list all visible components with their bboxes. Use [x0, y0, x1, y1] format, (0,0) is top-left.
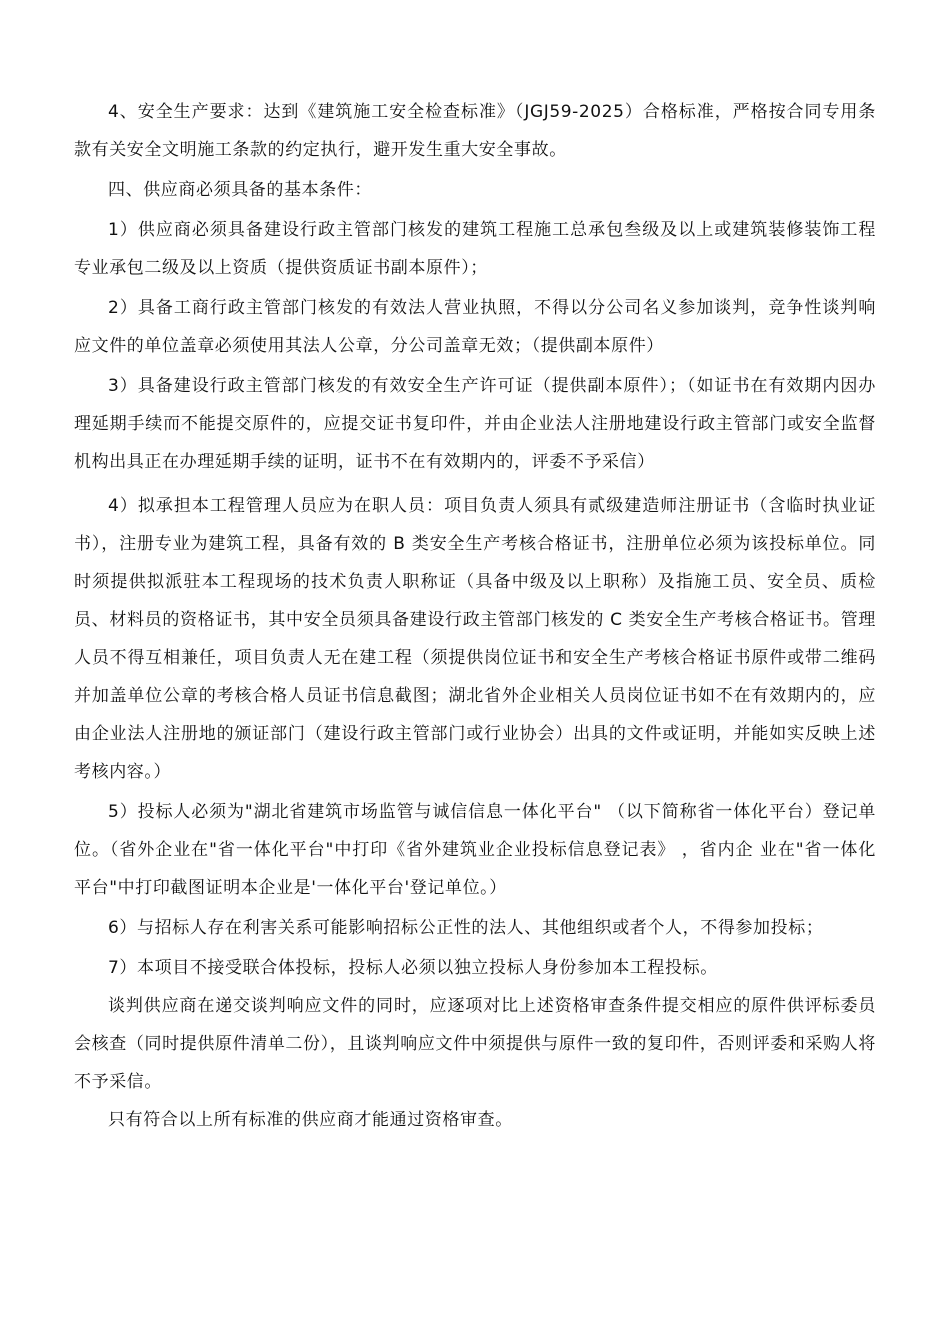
condition-item-3: 3）具备建设行政主管部门核发的有效安全生产许可证（提供副本原件）；（如证书在有效期内因办理延期手续而不能提交原件的，应提交证书复印件，并由企业法人注册地建设行政主管部门或安全监督机构出具正在办理延期手续的证明，证书不在有效期内的，评委不予采信）: [74, 376, 876, 472]
condition-item-4: 4）拟承担本工程管理人员应为在职人员：项目负责人须具有贰级建造师注册证书（含临时执业证书），注册专业为建筑工程，具备有效的 B 类安全生产考核合格证书，注册单位必须为该投标单位。同时须提供拟派驻本工程现场的技术负责人职称证（具备中级及以上职称）及指施工员、安全员、质检员、材料员的资格证书，其中安全员须具备建设行政主管部门核发的 C 类安全生产考核合格证书。管理人员不得互相兼任，项目负责人无在建工程（须提供岗位证书和安全生产考核合格证书原件或带二维码并加盖单位公章的考核合格人员证书信息截图；湖北省外企业相关人员岗位证书如不在有效期内的，应由企业法人注册地的颁证部门（建设行政主管部门或行业协会）出具的文件或证明，并能如实反映上述考核内容。）: [74, 496, 876, 782]
paragraph-safety-requirement: 4、安全生产要求：达到《建筑施工安全检查标准》（JGJ59-2025）合格标准，严格按合同专用条款有关安全文明施工条款的约定执行，避开发生重大安全事故。: [74, 102, 876, 160]
paragraph-qualification-summary: 只有符合以上所有标准的供应商才能通过资格审查。: [108, 1110, 513, 1130]
condition-item-7: 7）本项目不接受联合体投标，投标人必须以独立投标人身份参加本工程投标。: [108, 958, 718, 978]
condition-item-6: 6）与招标人存在利害关系可能影响招标公正性的法人、其他组织或者个人，不得参加投标；: [108, 918, 824, 938]
condition-item-5: 5）投标人必须为"湖北省建筑市场监管与诚信信息一体化平台" （以下简称省一体化平台）登记单位。（省外企业在"省一体化平台"中打印《省外建筑业企业投标信息登记表》 ，省内企 业在"省一体化平台"中打印截图证明本企业是'一体化平台'登记单位。）: [74, 802, 876, 898]
condition-item-1: 1）供应商必须具备建设行政主管部门核发的建筑工程施工总承包叁级及以上或建筑装修装饰工程专业承包二级及以上资质（提供资质证书副本原件）；: [74, 220, 876, 278]
section-heading-basic-conditions: 四、供应商必须具备的基本条件：: [108, 180, 372, 200]
paragraph-document-submission: 谈判供应商在递交谈判响应文件的同时，应逐项对比上述资格审查条件提交相应的原件供评标委员会核查（同时提供原件清单二份），且谈判响应文件中须提供与原件一致的复印件，否则评委和采购人将不予采信。: [74, 996, 876, 1092]
document-page: [74, 93, 876, 1139]
condition-item-2: 2）具备工商行政主管部门核发的有效法人营业执照，不得以分公司名义参加谈判，竞争性谈判响应文件的单位盖章必须使用其法人公章，分公司盖章无效；（提供副本原件）: [74, 298, 876, 356]
